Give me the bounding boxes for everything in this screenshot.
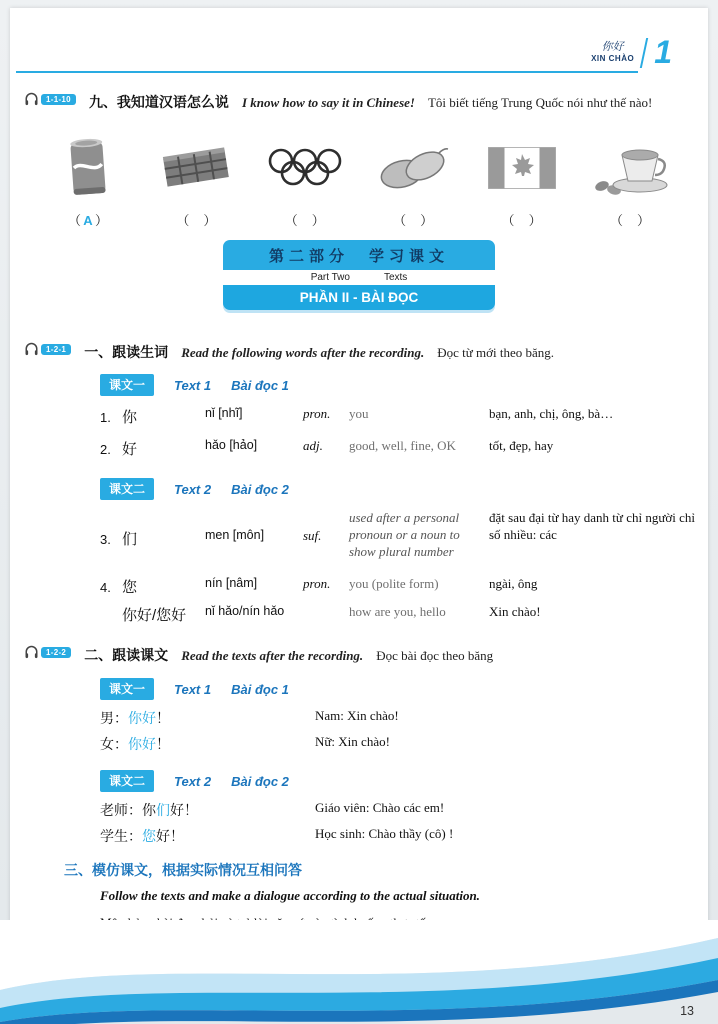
exercise-picture-row xyxy=(38,130,680,206)
paren-close: ） xyxy=(420,213,434,228)
section-two-title-en: Read the texts after the recording. xyxy=(181,648,364,663)
vocab-pos: adj. xyxy=(303,438,323,453)
section-nine-heading xyxy=(24,92,652,112)
headphones-icon xyxy=(24,645,39,660)
section-two-heading xyxy=(24,645,493,665)
banner-title-en xyxy=(223,270,495,285)
dialogue-speaker: 男： xyxy=(100,710,128,726)
vocab-pos: suf. xyxy=(303,528,322,543)
section-nine-title-cn: 九、我知道汉语怎么说 xyxy=(88,94,229,110)
page-header xyxy=(591,34,672,71)
vocab-hanzi-cell xyxy=(100,576,205,597)
vocab-hanzi-cell xyxy=(100,406,205,427)
mangoes-icon xyxy=(376,143,450,193)
banner-title-vi: PHẦN II - BÀI ĐỌC xyxy=(223,285,495,310)
dialogue-rest: ！ xyxy=(156,736,170,752)
text1-tag: 课文一 xyxy=(100,374,154,396)
answer-blank-3[interactable] xyxy=(255,210,355,229)
dialogue-line xyxy=(100,734,700,754)
coffee-cup-icon xyxy=(588,141,672,195)
dialogue-line xyxy=(100,826,700,846)
lesson-title-hanzi: 你好 xyxy=(601,40,624,53)
vocab-hanzi-cell xyxy=(100,438,205,459)
vocab-english: how are you, hello xyxy=(349,604,446,619)
dialogue-speaker: 学生： xyxy=(100,828,142,844)
dialogue-line xyxy=(100,800,700,820)
vocab-vietnamese: Xin chào! xyxy=(489,604,541,619)
dialogue-line xyxy=(100,708,700,728)
dialogue2-tag-row xyxy=(100,770,289,792)
vocab-row-4 xyxy=(100,576,700,597)
dialogue-highlight: 您 xyxy=(142,828,156,844)
vocab-pinyin: hǎo [hảo] xyxy=(205,438,258,452)
vocab-vietnamese: tốt, đẹp, hay xyxy=(489,438,554,453)
vocab-hanzi-cell xyxy=(100,510,205,549)
dialogue-highlight: 们 xyxy=(156,802,170,818)
paren-close: ） xyxy=(528,213,542,228)
picture-chocolate xyxy=(146,130,246,206)
picture-coffee-cup xyxy=(580,130,680,206)
vocab-row-1 xyxy=(100,406,700,427)
headphones-icon xyxy=(24,92,39,107)
cola-can-icon xyxy=(66,135,110,201)
vocab-number: 1. xyxy=(100,410,111,425)
text2-label-vi: Bài đọc 2 xyxy=(231,481,289,497)
vocab-number: 4. xyxy=(100,580,111,595)
canada-flag-icon xyxy=(488,147,556,189)
paren-close: ） xyxy=(636,213,650,228)
section-one-title-en: Read the following words after the recording. xyxy=(181,345,425,360)
dialogue-cn xyxy=(100,708,315,728)
vocab-hanzi: 你 xyxy=(122,409,138,426)
olympic-rings-icon xyxy=(263,146,347,190)
answer-blank-2[interactable] xyxy=(146,210,246,229)
vocab-number: 2. xyxy=(100,442,111,457)
dialogue-vi: Giáo viên: Chào các em! xyxy=(315,800,445,815)
text1-tag-row xyxy=(100,374,289,396)
dialogue-rest: 好！ xyxy=(170,802,198,818)
dialogue-rest: 好！ xyxy=(156,828,184,844)
answer-blank-1[interactable] xyxy=(38,210,138,229)
dialogue-vi: Nam: Xin chào! xyxy=(315,708,399,723)
text2-tag: 课文二 xyxy=(100,770,154,792)
picture-cola-can xyxy=(38,130,138,206)
vocab-vietnamese: bạn, anh, chị, ông, bà… xyxy=(489,406,614,421)
picture-olympic-rings xyxy=(255,130,355,206)
lesson-title xyxy=(591,41,634,65)
headphones-icon xyxy=(24,342,39,357)
vocab-row-5 xyxy=(100,604,700,625)
vocab-hanzi-cell xyxy=(100,604,205,625)
dialogue-cn xyxy=(100,734,315,754)
dialogue-cn xyxy=(100,800,315,820)
chapter-number: 1 xyxy=(654,34,672,70)
audio-widget xyxy=(24,342,71,357)
vocab-number: 3. xyxy=(100,532,111,547)
vocab-english: used after a personal pronoun or a noun to show plural number xyxy=(349,510,460,559)
vocab-vietnamese: đặt sau đại từ hay danh từ chỉ người chỉ số nhiều: các xyxy=(489,510,695,542)
section-nine-title-vi: Tôi biết tiếng Trung Quốc nói như thế nào! xyxy=(427,95,653,110)
header-rule xyxy=(16,71,638,73)
banner-en-right: Texts xyxy=(383,272,408,283)
answer-blank-5[interactable] xyxy=(472,210,572,229)
audio-track-label: 1-2-2 xyxy=(41,647,71,658)
answer-blank-4[interactable] xyxy=(363,210,463,229)
paren-open: （ xyxy=(501,213,515,228)
dialogue-speaker: 女： xyxy=(100,736,128,752)
text1-label-vi: Bài đọc 1 xyxy=(231,377,289,393)
vocab-pinyin: nǐ hǎo/nín hǎo xyxy=(205,604,285,618)
text2-label-en: Text 2 xyxy=(174,481,212,497)
text1-tag: 课文一 xyxy=(100,678,154,700)
answer-blank-6[interactable] xyxy=(580,210,680,229)
audio-widget xyxy=(24,645,71,660)
section-three-title-en: Follow the texts and make a dialogue according to the actual situation. xyxy=(100,888,480,903)
section-one-title-cn: 一、跟读生词 xyxy=(84,344,169,360)
paren-open: （ xyxy=(67,213,81,228)
vocab-vietnamese: ngài, ông xyxy=(489,576,538,591)
vocab-pos: pron. xyxy=(303,406,331,421)
vocab-pinyin: men [môn] xyxy=(205,528,265,542)
page-number: 13 xyxy=(680,1004,694,1018)
chocolate-bar-icon xyxy=(158,144,234,192)
dialogue-highlight: 你好 xyxy=(128,736,156,752)
text2-label-en: Text 2 xyxy=(174,773,212,789)
text2-tag-row xyxy=(100,478,289,500)
vocab-hanzi: 们 xyxy=(122,531,138,548)
vocab-pinyin: nín [nâm] xyxy=(205,576,258,590)
dialogue-vi: Nữ: Xin chào! xyxy=(315,734,390,749)
paren-open: （ xyxy=(284,213,298,228)
picture-canada-flag xyxy=(472,130,572,206)
section-two-title-vi: Đọc bài đọc theo băng xyxy=(376,648,494,663)
dialogue-speaker: 老师：你 xyxy=(100,802,156,818)
vocab-row-2 xyxy=(100,438,700,459)
paren-open: （ xyxy=(609,213,623,228)
paren-close: ） xyxy=(203,213,217,228)
dialogue-rest: ！ xyxy=(156,710,170,726)
dialogue-highlight: 你好 xyxy=(128,710,156,726)
text2-tag: 课文二 xyxy=(100,478,154,500)
text1-label-en: Text 1 xyxy=(174,681,212,697)
banner-title-cn: 第二部分 学习课文 xyxy=(223,240,495,270)
answer-row xyxy=(38,210,680,229)
paren-open: （ xyxy=(393,213,407,228)
lesson-title-viet: XIN CHÀO xyxy=(591,54,635,64)
paren-close: ） xyxy=(95,213,109,228)
paren-open: （ xyxy=(176,213,190,228)
vocab-hanzi: 您 xyxy=(122,579,138,596)
paren-close: ） xyxy=(311,213,325,228)
vocab-hanzi: 好 xyxy=(122,441,138,458)
section-one-title-vi: Đọc từ mới theo băng. xyxy=(437,345,555,360)
vocab-pos: pron. xyxy=(303,576,331,591)
dialogue-cn xyxy=(100,826,315,846)
text1-label-en: Text 1 xyxy=(174,377,212,393)
dialogue-vi: Học sinh: Chào thầy (cô) ! xyxy=(315,826,454,841)
dialogue1-tag-row xyxy=(100,678,289,700)
vocab-hanzi: 你好/您好 xyxy=(122,607,187,624)
text1-label-vi: Bài đọc 1 xyxy=(231,681,289,697)
part-two-banner xyxy=(223,240,495,310)
vocab-row-3 xyxy=(100,510,700,561)
header-divider xyxy=(640,38,648,68)
section-two-title-cn: 二、跟读课文 xyxy=(84,647,169,663)
answer-letter: A xyxy=(83,213,93,228)
banner-en-left: Part Two xyxy=(310,272,350,283)
section-three-title-cn: 三、模仿课文，根据实际情况互相问答 xyxy=(64,862,302,878)
vocab-english: you xyxy=(349,406,369,421)
text2-label-vi: Bài đọc 2 xyxy=(231,773,289,789)
audio-track-label: 1-2-1 xyxy=(41,344,71,355)
picture-mangoes xyxy=(363,130,463,206)
audio-widget xyxy=(24,92,76,107)
section-one-heading xyxy=(24,342,554,362)
vocab-english: good, well, fine, OK xyxy=(349,438,456,453)
section-nine-title-en: I know how to say it in Chinese! xyxy=(241,95,415,110)
vocab-pinyin: nǐ [nhĩ] xyxy=(205,406,243,420)
vocab-english: you (polite form) xyxy=(349,576,439,591)
footer-wave-decoration xyxy=(0,920,718,1024)
audio-track-label: 1-1-10 xyxy=(41,94,76,105)
